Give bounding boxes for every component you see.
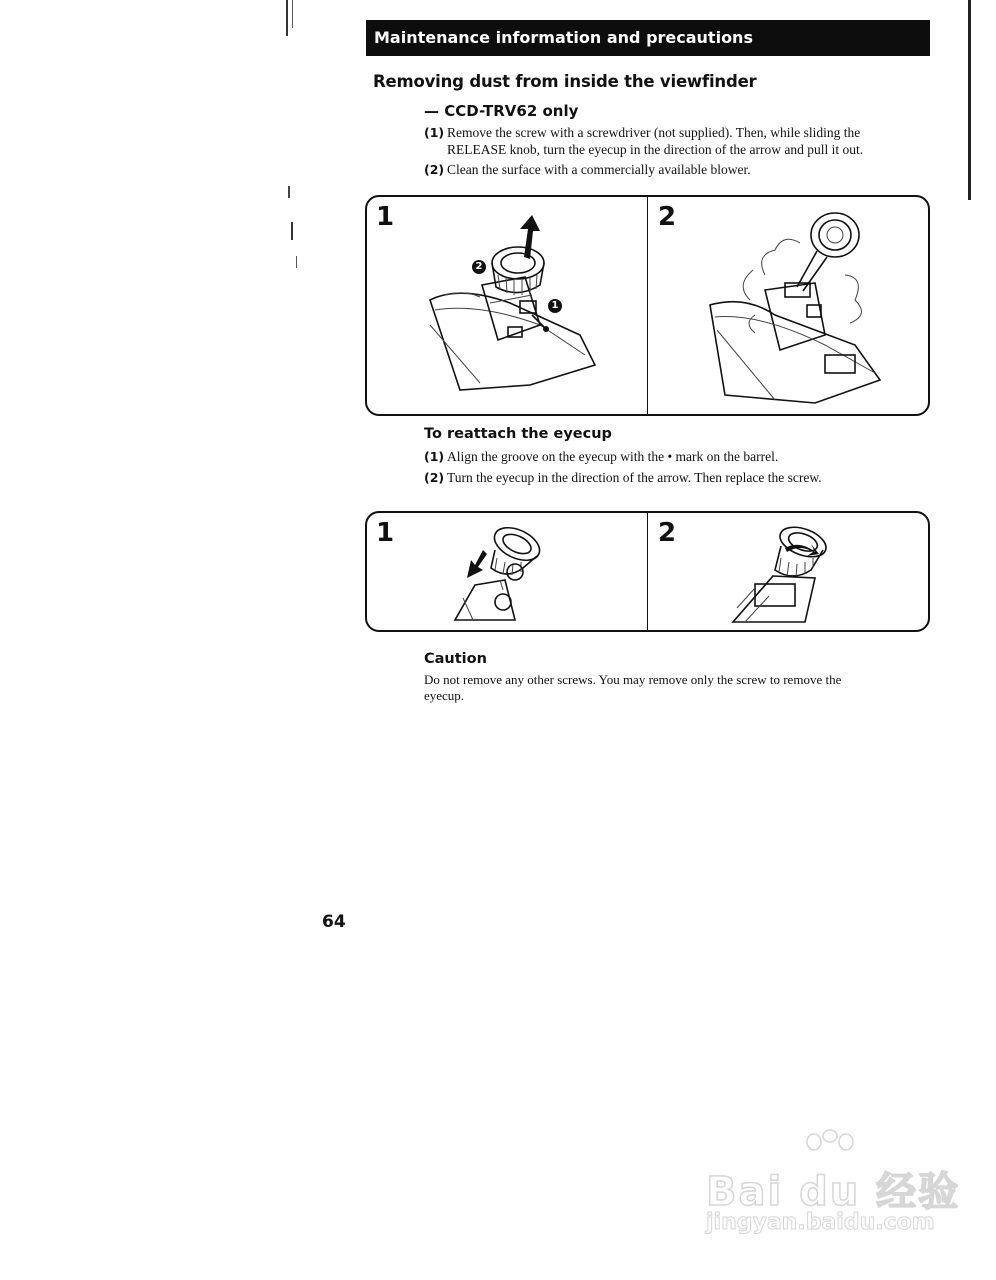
figure1-panel1-label: 1: [376, 202, 395, 232]
figure2-panel2-label: 2: [658, 518, 677, 548]
reattach-step-2-text: Turn the eyecup in the direction of the arrow. Then replace the screw.: [447, 470, 822, 485]
step-2-number: (2): [424, 162, 445, 177]
scan-mark: [296, 256, 297, 268]
figure1-panel2-label: 2: [658, 202, 677, 232]
step-1-line1: Remove the screw with a screwdriver (not supplied). Then, while sliding the: [447, 125, 861, 140]
reattach-step-1-text: Align the groove on the eyecup with the • mark on the barrel.: [447, 449, 779, 464]
step-1-number: (1): [424, 125, 445, 140]
scan-mark: [291, 222, 293, 240]
align-eyecup-illustration: [445, 520, 555, 625]
callout-1: 1: [548, 299, 562, 313]
scan-mark: [292, 0, 293, 28]
reattach-step-1-number: (1): [424, 449, 445, 464]
watermark-brand: Bai du 经验: [706, 1169, 961, 1215]
caution-line1: Do not remove any other screws. You may remove only the screw to remove the: [424, 672, 842, 687]
section-title: Removing dust from inside the viewfinder: [373, 72, 757, 91]
figure2-panel1-label: 1: [376, 518, 395, 548]
reattach-title: To reattach the eyecup: [424, 426, 612, 442]
page-number: 64: [322, 912, 346, 932]
step-2-line1: Clean the surface with a commercially available blower.: [447, 162, 751, 177]
scan-mark: [968, 0, 971, 200]
eyecup-removal-illustration: [420, 215, 600, 405]
caution-line2: eyecup.: [424, 688, 465, 703]
caution-title: Caution: [424, 651, 487, 667]
watermark-url: jingyan.baidu.com: [706, 1210, 935, 1235]
blower-cleaning-illustration: [705, 205, 895, 410]
step-1: [424, 124, 924, 158]
model-subtitle: — CCD-TRV62 only: [424, 102, 579, 120]
step-1-line2: RELEASE knob, turn the eyecup in the direction of the arrow and pull it out.: [447, 142, 864, 157]
callout-2: 2: [472, 260, 486, 274]
reattach-step-2-number: (2): [424, 470, 445, 485]
figure-divider: [647, 196, 648, 415]
turn-eyecup-illustration: [725, 518, 835, 626]
scan-mark: [286, 0, 288, 36]
step-2: [424, 161, 924, 178]
figure2-divider: [647, 512, 648, 631]
reattach-step-1: [424, 448, 924, 465]
section-header: Maintenance information and precautions: [366, 20, 930, 56]
reattach-step-2: [424, 469, 924, 486]
scan-mark: [288, 186, 290, 198]
caution-text: [424, 672, 924, 704]
